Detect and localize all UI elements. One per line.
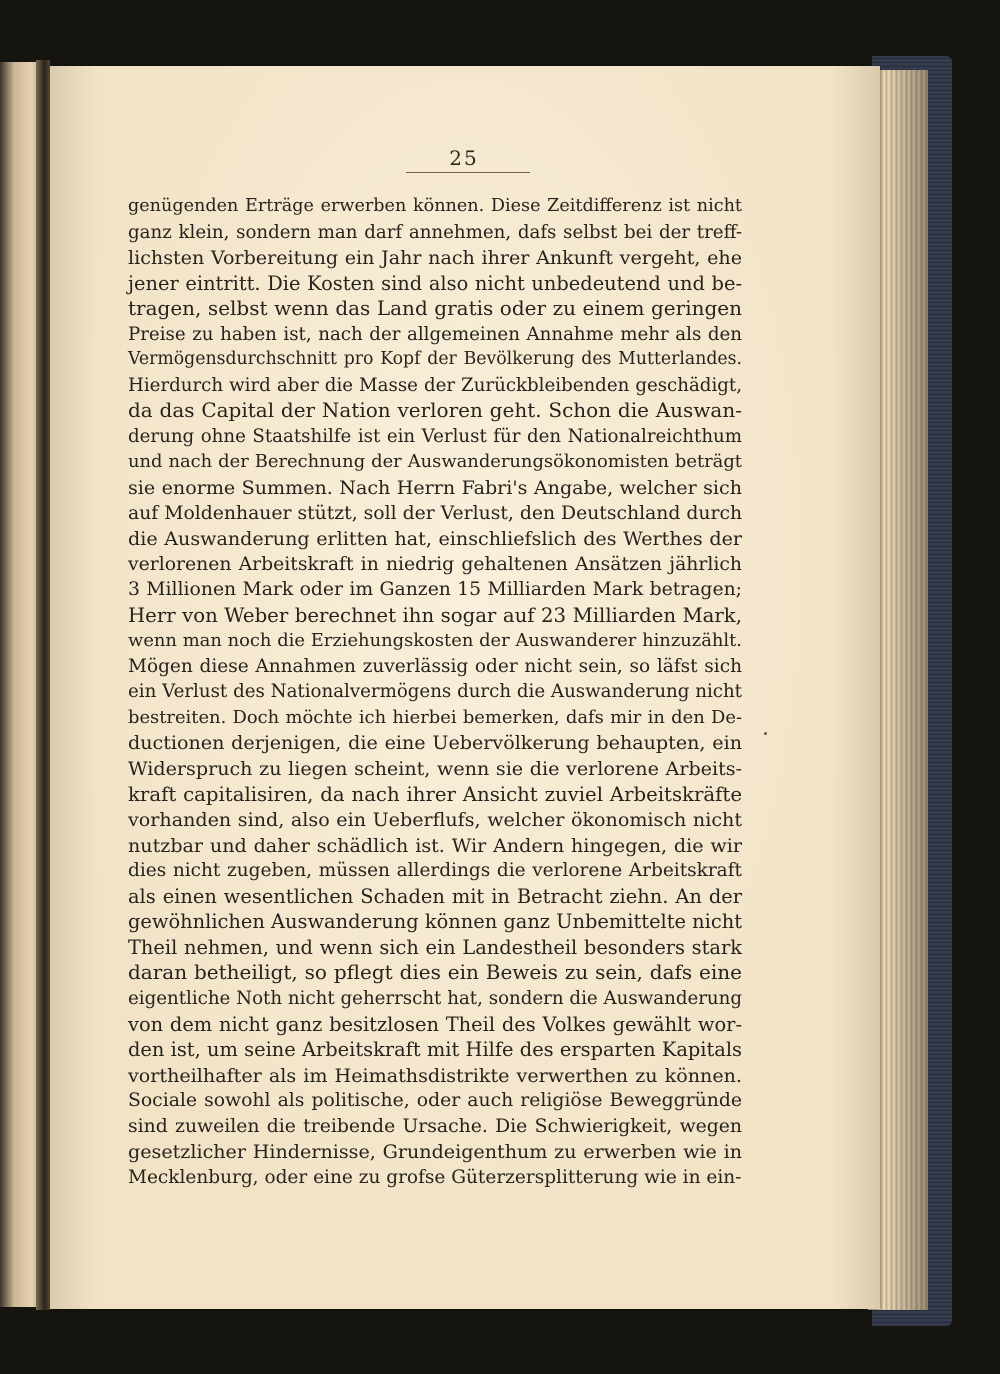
page-number: 25 [449,146,479,170]
text-line: den ist, um seine Arbeitskraft mit Hilfe des ersparten Kapitals [128,1038,742,1062]
text-line: und nach der Berechnung der Auswanderungsökonomisten beträgt [128,451,742,473]
text-line: als einen wesentlichen Schaden mit in Betracht ziehn. An der [128,884,742,908]
book-gutter [36,60,50,1310]
text-line: ganz klein, sondern man darf annehmen, dafs selbst bei der treff- [128,221,742,243]
text-line: jener eintritt. Die Kosten sind also nicht unbedeutend und be- [128,271,742,295]
text-line: derung ohne Staatshilfe ist ein Verlust für den Nationalreichthum [128,425,742,447]
text-line: sind zuweilen die treibende Ursache. Die Schwierigkeit, wegen [128,1115,742,1137]
text-line: von dem nicht ganz besitzlosen Theil des Volkes gewählt wor- [128,1012,742,1036]
text-line: lichsten Vorbereitung ein Jahr nach ihrer Ankunft vergeht, ehe [128,246,742,270]
paper-speck [764,732,767,735]
text-line: daran betheiligt, so pflegt dies ein Beweis zu sein, dafs eine [128,960,742,985]
text-line: tragen, selbst wenn das Land gratis oder zu einem geringen [128,296,742,321]
text-line: ductionen derjenigen, die eine Uebervölkerung behaupten, ein [128,731,742,755]
text-line: Sociale sowohl als politische, oder auch religiöse Beweggründe [128,1090,742,1112]
text-line: wenn man noch die Erziehungskosten der Auswanderer hinzuzählt. [128,630,742,652]
text-line: 3 Millionen Mark oder im Ganzen 15 Milliarden Mark betragen; [128,579,742,601]
text-line: nutzbar und daher schädlich ist. Wir Andern hingegen, die wir [128,833,742,857]
text-line: vorhanden sind, also ein Ueberflufs, welcher ökonomisch nicht [128,808,742,832]
text-line: bestreiten. Doch möchte ich hierbei bemerken, dafs mir in den De- [128,706,742,728]
text-line: verlorenen Arbeitskraft in niedrig gehaltenen Ansätzen jährlich [128,553,742,575]
text-line: eigentliche Noth nicht geherrscht hat, sondern die Auswanderung [128,987,742,1009]
text-line: Mögen diese Annahmen zuverlässig oder nicht sein, so läfst sich [128,655,742,677]
text-line: Preise zu haben ist, nach der allgemeinen Annahme mehr als den [128,323,742,345]
text-line: ein Verlust des Nationalvermögens durch die Auswanderung nicht [128,681,742,703]
text-line: gesetzlicher Hindernisse, Grundeigenthum zu erwerben wie in [128,1140,742,1164]
text-line: kraft capitalisiren, da nach ihrer Ansicht zuviel Arbeitskräfte [128,782,742,806]
text-line: auf Moldenhauer stützt, soll der Verlust, den Deutschland durch [128,502,743,524]
text-line: genügenden Erträge erwerben können. Diese Zeitdifferenz ist nicht [128,196,742,216]
text-line: Herr von Weber berechnet ihn sogar auf 23 Milliarden Mark, [128,603,742,627]
text-line: die Auswanderung erlitten hat, einschliefslich des Werthes der [128,527,742,551]
text-line: vortheilhafter als im Heimathsdistrikte verwerthen zu können. [128,1063,742,1087]
text-line: Widerspruch zu liegen scheint, wenn sie die verlorene Arbeits- [128,757,742,781]
text-line: da das Capital der Nation verloren geht. Schon die Auswan- [128,398,742,423]
text-line: Vermögensdurchschnitt pro Kopf der Bevölkerung des Mutterlandes. [128,349,742,370]
text-line: Hierdurch wird aber die Masse der Zurückbleibenden geschädigt, [128,374,742,396]
facing-page-sliver [0,62,40,1307]
text-line: Theil nehmen, und wenn sich ein Landestheil besonders stark [128,935,742,959]
page-number-rule [406,172,530,173]
text-line: gewöhnlichen Auswanderung können ganz Unbemittelte nicht [128,910,743,934]
page-body-text [128,194,742,1190]
text-line: sie enorme Summen. Nach Herrn Fabri's Angabe, welcher sich [128,476,742,500]
text-line: dies nicht zugeben, müssen allerdings die verlorene Arbeitskraft [128,860,742,882]
text-line: Mecklenburg, oder eine zu grofse Güterzersplitterung wie in ein- [128,1166,742,1188]
book-page [48,66,880,1309]
